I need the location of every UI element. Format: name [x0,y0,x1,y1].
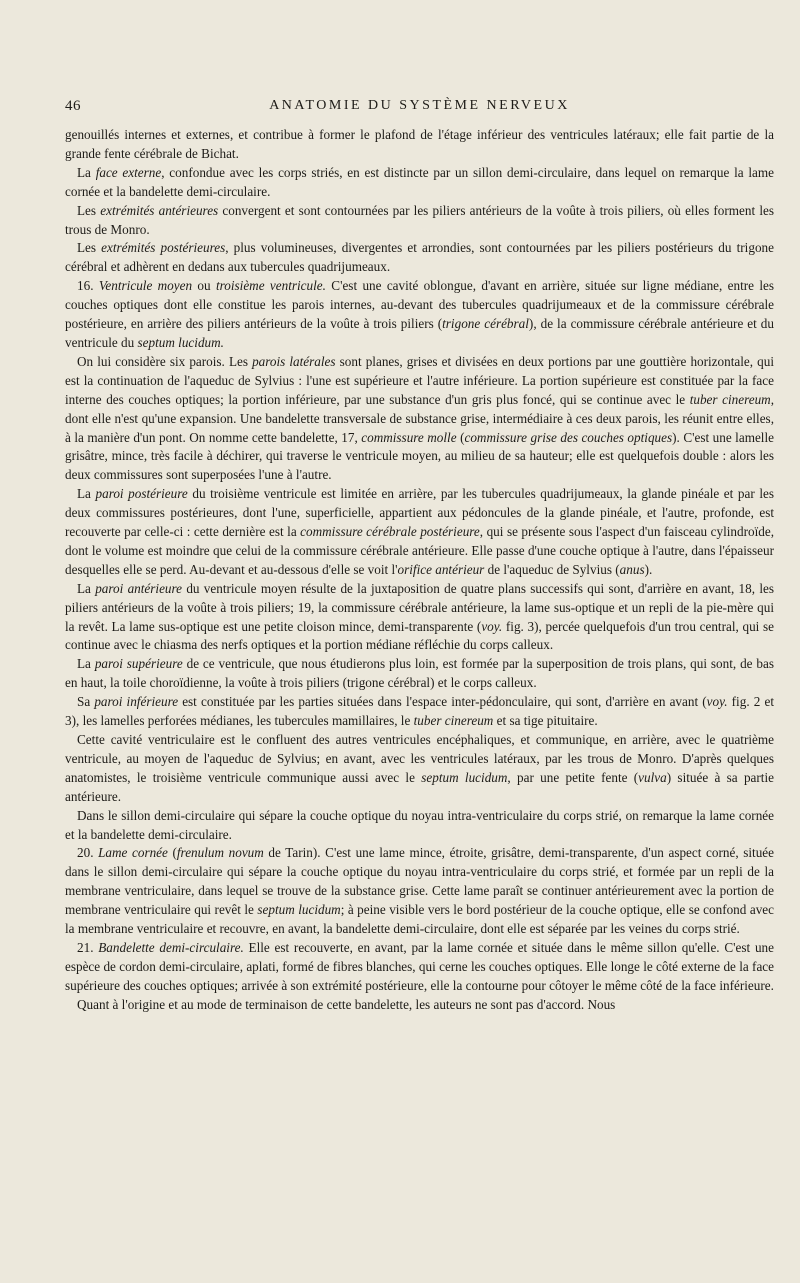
paragraph [65,202,774,240]
text-run: de Tarin). C'est une lame mince, étroite, grisâtre, demi-transparente, d'un aspect corné, située dans le sillon demi-circulaire qui sépare la couche optique du noyau intra-ventriculaire du corps strié, et formée par un repli de la membrane ventriculaire, dans lequel se trouve de la substance grise. Cette lame paraît se continuer antérieurement avec la portion de membrane ventriculaire qui revêt le [65,845,774,918]
text-run: C'est une cavité oblongue, d'avant en arrière, située sur ligne médiane, entre les couches optiques dont elle constitue les parois internes, au-devant des tubercules quadrijumeaux et de la commissure cérébrale postérieure, en arrière des piliers antérieurs de la voûte à trois piliers ( [65,278,775,332]
text-run: , qui se présente sous l'aspect d'un faisceau cylindroïde, dont le volume est moindre que celui de la commissure cérébrale antérieure. Elle passe d'une couche optique à l'autre, dans l'épaisseur desquelles elle se perd. Au-devant et au-dessous d'elle se voit l' [65,524,774,577]
paragraph [65,693,774,731]
paragraph [65,164,774,202]
paragraph [65,580,774,656]
italic-term: paroi antérieure [95,580,183,596]
text-run: Elle est recouverte, en avant, par la lame cornée et située dans le même sillon qu'elle. C'est une espèce de cordon demi-circulaire, aplati, formé de fibres blanches, qui cerne les couches optiques. Elle longe le côté externe de la face supérieure des couches optiques; arrivée à son extrémité postérieure, elle la contourne pour côtoyer le même côté de la face inférieure. [65,939,774,993]
text-run: Cette cavité ventriculaire est le confluent des autres ventricules encéphaliques, et communique, en arrière, avec le quatrième ventricule, au moyen de l'aqueduc de Sylvius; en avant, avec les ventricules latéraux, par les trous de Monro. D'après quelques anatomistes, le troisième ventricule communique aussi avec le [65,732,774,785]
paragraph [65,239,774,277]
italic-term: paroi inférieure [94,694,179,710]
paragraph [65,126,774,164]
italic-term: septum lucidum [257,902,341,918]
text-run: Dans le sillon demi-circulaire qui sépare la couche optique du noyau intra-ventriculaire du corps strié, on remarque la lame cornée et la bandelette demi-circulaire. [65,807,774,842]
paragraph [65,731,774,807]
italic-term: troisième ventricule. [215,278,326,294]
text-run: de l'aqueduc de Sylvius ( [484,561,620,577]
paragraph [65,939,774,996]
italic-term: parois latérales [252,353,336,369]
text-run: Les [77,240,102,256]
paragraph [65,485,774,580]
text-run: , confondue avec les corps striés, en est distincte par un sillon demi-circulaire, dans lequel on remarque la lame cornée et la bandelette demi-circulaire. [65,164,774,199]
page-number: 46 [65,98,81,114]
italic-term: tuber cinereum [413,713,494,729]
italic-term: septum lucidum [421,769,508,785]
page-header [65,98,774,118]
italic-term: anus [619,561,645,577]
italic-term: septum lucidum. [137,334,224,350]
italic-term: commissure molle [361,429,457,445]
italic-term: Lame cornée [98,845,168,861]
page-body [65,126,774,1015]
text-run: , plus volumineuses, divergentes et arrondies, sont contournées par les piliers postérieurs du trigone cérébral et adhèrent en dedans aux tubercules quadrijumeaux. [65,240,774,275]
text-run: La [77,486,96,502]
italic-term: Bandelette demi-circulaire. [98,939,244,955]
text-run: La [77,656,95,672]
text-run: On lui considère six parois. Les [77,353,253,369]
italic-term: face externe [95,164,162,180]
text-run: du troisième ventricule est limitée en arrière, par les tubercules quadrijumeaux, la glande pinéale et par les deux commissures postérieures, dont l'une, superficielle, appartient aux pédoncules de la glande pinéale, et l'autre, profonde, est recouverte par celle-ci : cette dernière est la [65,486,774,540]
text-run: est constituée par les parties situées dans l'espace inter-pédonculaire, qui sont, d'arrière en avant ( [178,694,707,710]
text-run: ) située à sa partie antérieure. [65,769,774,804]
text-run: genouillés internes et externes, et contribue à former le plafond de l'étage inférieur des ventricules latéraux; elle fait partie de la grande fente cérébrale de Bichat. [65,127,774,161]
italic-term: voy. [706,694,728,710]
italic-term: commissure grise des couches optiques [464,429,673,445]
text-run: de ce ventricule, que nous étudierons plus loin, est formée par la superposition de trois plans, qui sont, de bas en haut, la toile choroïdienne, la voûte à trois piliers (trigone cérébral) et le corps calleux. [65,656,774,691]
italic-term: trigone cérébral [442,316,529,332]
text-run: fig. 2 et 3), les lamelles perforées médianes, les tubercules mamillaires, le [65,694,774,729]
paragraph [65,277,774,353]
text-run: sont planes, grises et divisées en deux portions par une gouttière horizontale, qui est la continuation de l'aqueduc de Sylvius : l'une est supérieure et l'autre inférieure. La portion supérieure est constituée par la face interne des couches optiques; la portion inférieure, par une substance d'un gris plus foncé, qui se continue avec le [65,353,774,407]
text-run: et sa tige pituitaire. [493,713,598,729]
italic-term: extrémités postérieures [101,240,226,256]
italic-term: paroi postérieure [95,486,188,502]
italic-term: commissure cérébrale postérieure [300,524,480,540]
text-run: Sa [77,694,95,710]
italic-term: tuber cinereum [689,391,771,407]
text-run: fig. 3), percée quelquefois d'un trou central, qui se continue avec le chiasma des nerfs optiques et la portion médiane réfléchie du corps calleux. [65,618,774,653]
text-run: , par une petite fente ( [507,769,639,785]
text-run: Les [77,202,101,218]
paragraph [65,655,774,693]
italic-term: vulva [638,769,667,785]
text-run: ), de la commissure cérébrale antérieure et du ventricule du [65,316,774,350]
paragraph [65,996,774,1015]
italic-term: extrémités antérieures [100,202,219,218]
italic-term: Ventricule moyen [98,278,193,294]
text-run: La [77,164,96,180]
text-run: 21. [77,939,99,955]
italic-term: voy. [481,618,503,634]
text-run: ( [167,845,177,861]
text-run: 16. [77,278,99,294]
paragraph [65,807,774,845]
italic-term: orifice antérieur [397,561,485,577]
paragraph [65,844,774,939]
text-run: ). [644,561,653,577]
text-run: convergent et sont contournées par les piliers antérieurs de la voûte à trois piliers, où elles forment les trous de Monro. [65,202,774,237]
italic-term: paroi supérieure [94,656,183,672]
text-run: , dont elle n'est qu'une expansion. Une bandelette transversale de substance grise, intermédiaire à ces deux parois, les réunit entre elles, à la manière d'un pont. On nomme cette bandelette, 17, [65,391,774,445]
running-title: ANATOMIE DU SYSTÈME NERVEUX [269,98,570,113]
text-run: 20. [77,845,99,861]
text-run: ; à peine visible vers le bord postérieur de la couche optique, elle se confond avec la membrane ventriculaire et recouvre, en avant, la bandelette demi-circulaire, dont elle est séparée par les veines du corps strié. [65,902,774,937]
italic-term: frenulum novum [176,845,264,861]
text-run: du ventricule moyen résulte de la juxtaposition de quatre plans successifs qui sont, d'arrière en avant, 18, les piliers antérieurs de la voûte à trois piliers; 19, la commissure cérébrale antérieure, la lame sus-optique et un repli de la pie-mère qui la revêt. La lame sus-optique est une petite cloison mince, demi-transparente ( [65,580,774,634]
text-run: ou [192,278,216,294]
text-run: ). C'est une lamelle grisâtre, mince, très facile à déchirer, qui traverse le ventricule moyen, au milieu de sa hauteur; elle est quelquefois double : alors les deux commissures sont superposées l'une à l'autre. [65,429,774,483]
text-run: Quant à l'origine et au mode de terminaison de cette bandelette, les auteurs ne sont pas d'accord. Nous [77,996,616,1012]
text-run: ( [456,429,465,445]
text-run: La [77,580,96,596]
paragraph [65,353,774,485]
